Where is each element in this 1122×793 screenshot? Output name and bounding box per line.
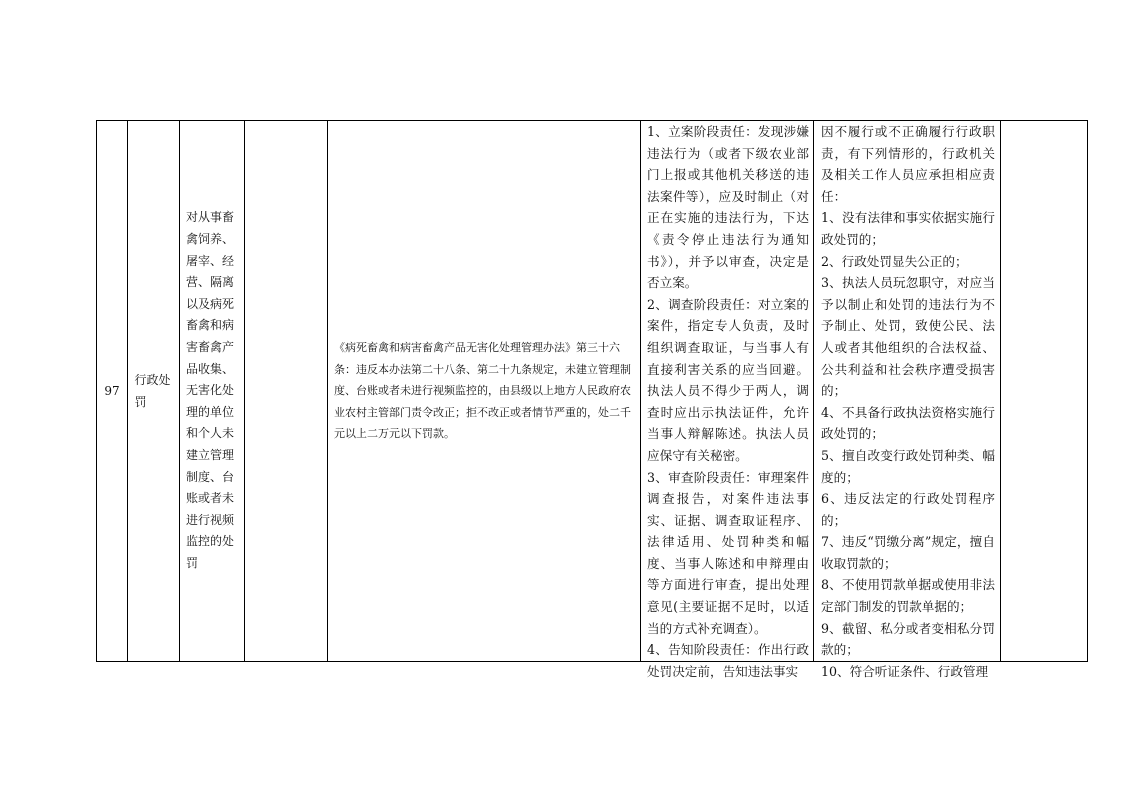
accountability-item: 7、违反“罚缴分离”规定，擅自收取罚款的；	[821, 534, 995, 571]
accountability-item: 8、不使用罚款单据或使用非法定部门制发的罚款单据的；	[821, 577, 995, 615]
responsibility-item: 1、立案阶段责任：发现涉嫌违法行为（或者下级农业部门上报或其他机关移送的违法案件等），应及时制止（对正在实施的违法行为，下达《责令停止违法行为通知书》），并予以审查，决定是否立案。	[647, 124, 809, 291]
accountability-item: 2、行政处罚显失公正的；	[821, 253, 968, 269]
responsibility-item: 4、告知阶段责任：作出行政处罚决定前，告知违法事实	[647, 642, 809, 679]
row-number: 97	[104, 384, 120, 398]
responsibility-cell	[641, 121, 814, 679]
accountability-item: 5、擅自改变行政处罚种类、幅度的；	[821, 447, 995, 485]
category-cell	[128, 121, 180, 662]
accountability-item: 10、符合听证条件、行政管理	[821, 663, 989, 679]
accountability-item: 9、截留、私分或者变相私分罚款的；	[821, 620, 995, 658]
responsibility-item: 2、调查阶段责任：对立案的案件，指定专人负责，及时组织调查取证，与当事人有直接利害关系的应当回避。执法人员不得少于两人，调查时应出示执法证件，允许当事人辩解陈述。执法人员应保守有关秘密。	[647, 296, 809, 463]
accountability-item: 4、不具备行政执法资格实施行政处罚的；	[821, 404, 995, 442]
empty-cell-9	[1001, 121, 1088, 662]
power-list-table	[96, 120, 1088, 679]
accountability-cell	[814, 121, 1001, 679]
legal-basis-cell	[328, 121, 641, 662]
item-name-text: 对从事畜禽饲养、屠宰、经营、隔离以及病死畜禽和病害畜禽产品收集、无害化处理的单位和个人未建立管理制度、台账或者未进行视频监控的处罚	[186, 210, 235, 570]
row-number-cell	[97, 121, 128, 662]
accountability-list	[821, 121, 995, 679]
responsibility-list	[647, 121, 809, 679]
empty-cell-4	[245, 121, 328, 662]
category-text: 行政处罚	[134, 373, 171, 409]
item-name-cell	[180, 121, 245, 662]
accountability-item: 因不履行或不正确履行行政职责，有下列情形的，行政机关及相关工作人员应承担相应责任：	[821, 124, 995, 204]
responsibility-item: 3、审查阶段责任：审理案件调查报告，对案件违法事实、证据、调查取证程序、法律适用、处罚种类和幅度、当事人陈述和申辩理由等方面进行审查，提出处理意见(主要证据不足时，以适当的方式补充调查）。	[647, 469, 809, 636]
accountability-item: 6、违反法定的行政处罚程序的；	[821, 491, 995, 528]
accountability-item: 3、执法人员玩忽职守，对应当予以制止和处罚的违法行为不予制止、处罚，致使公民、法人或者其他组织的合法权益、公共利益和社会秩序遭受损害的；	[821, 275, 995, 399]
accountability-item: 1、没有法律和事实依据实施行政处罚的；	[821, 210, 995, 247]
legal-basis-text: 《病死畜禽和病害畜禽产品无害化处理管理办法》第三十六条：违反本办法第二十八条、第二十九条规定，未建立管理制度、台账或者未进行视频监控的，由县级以上地方人民政府农业农村主管部门责令改正；拒不改正或者情节严重的，处二千元以上二万元以下罚款。	[334, 341, 631, 441]
table-row	[97, 121, 1088, 662]
